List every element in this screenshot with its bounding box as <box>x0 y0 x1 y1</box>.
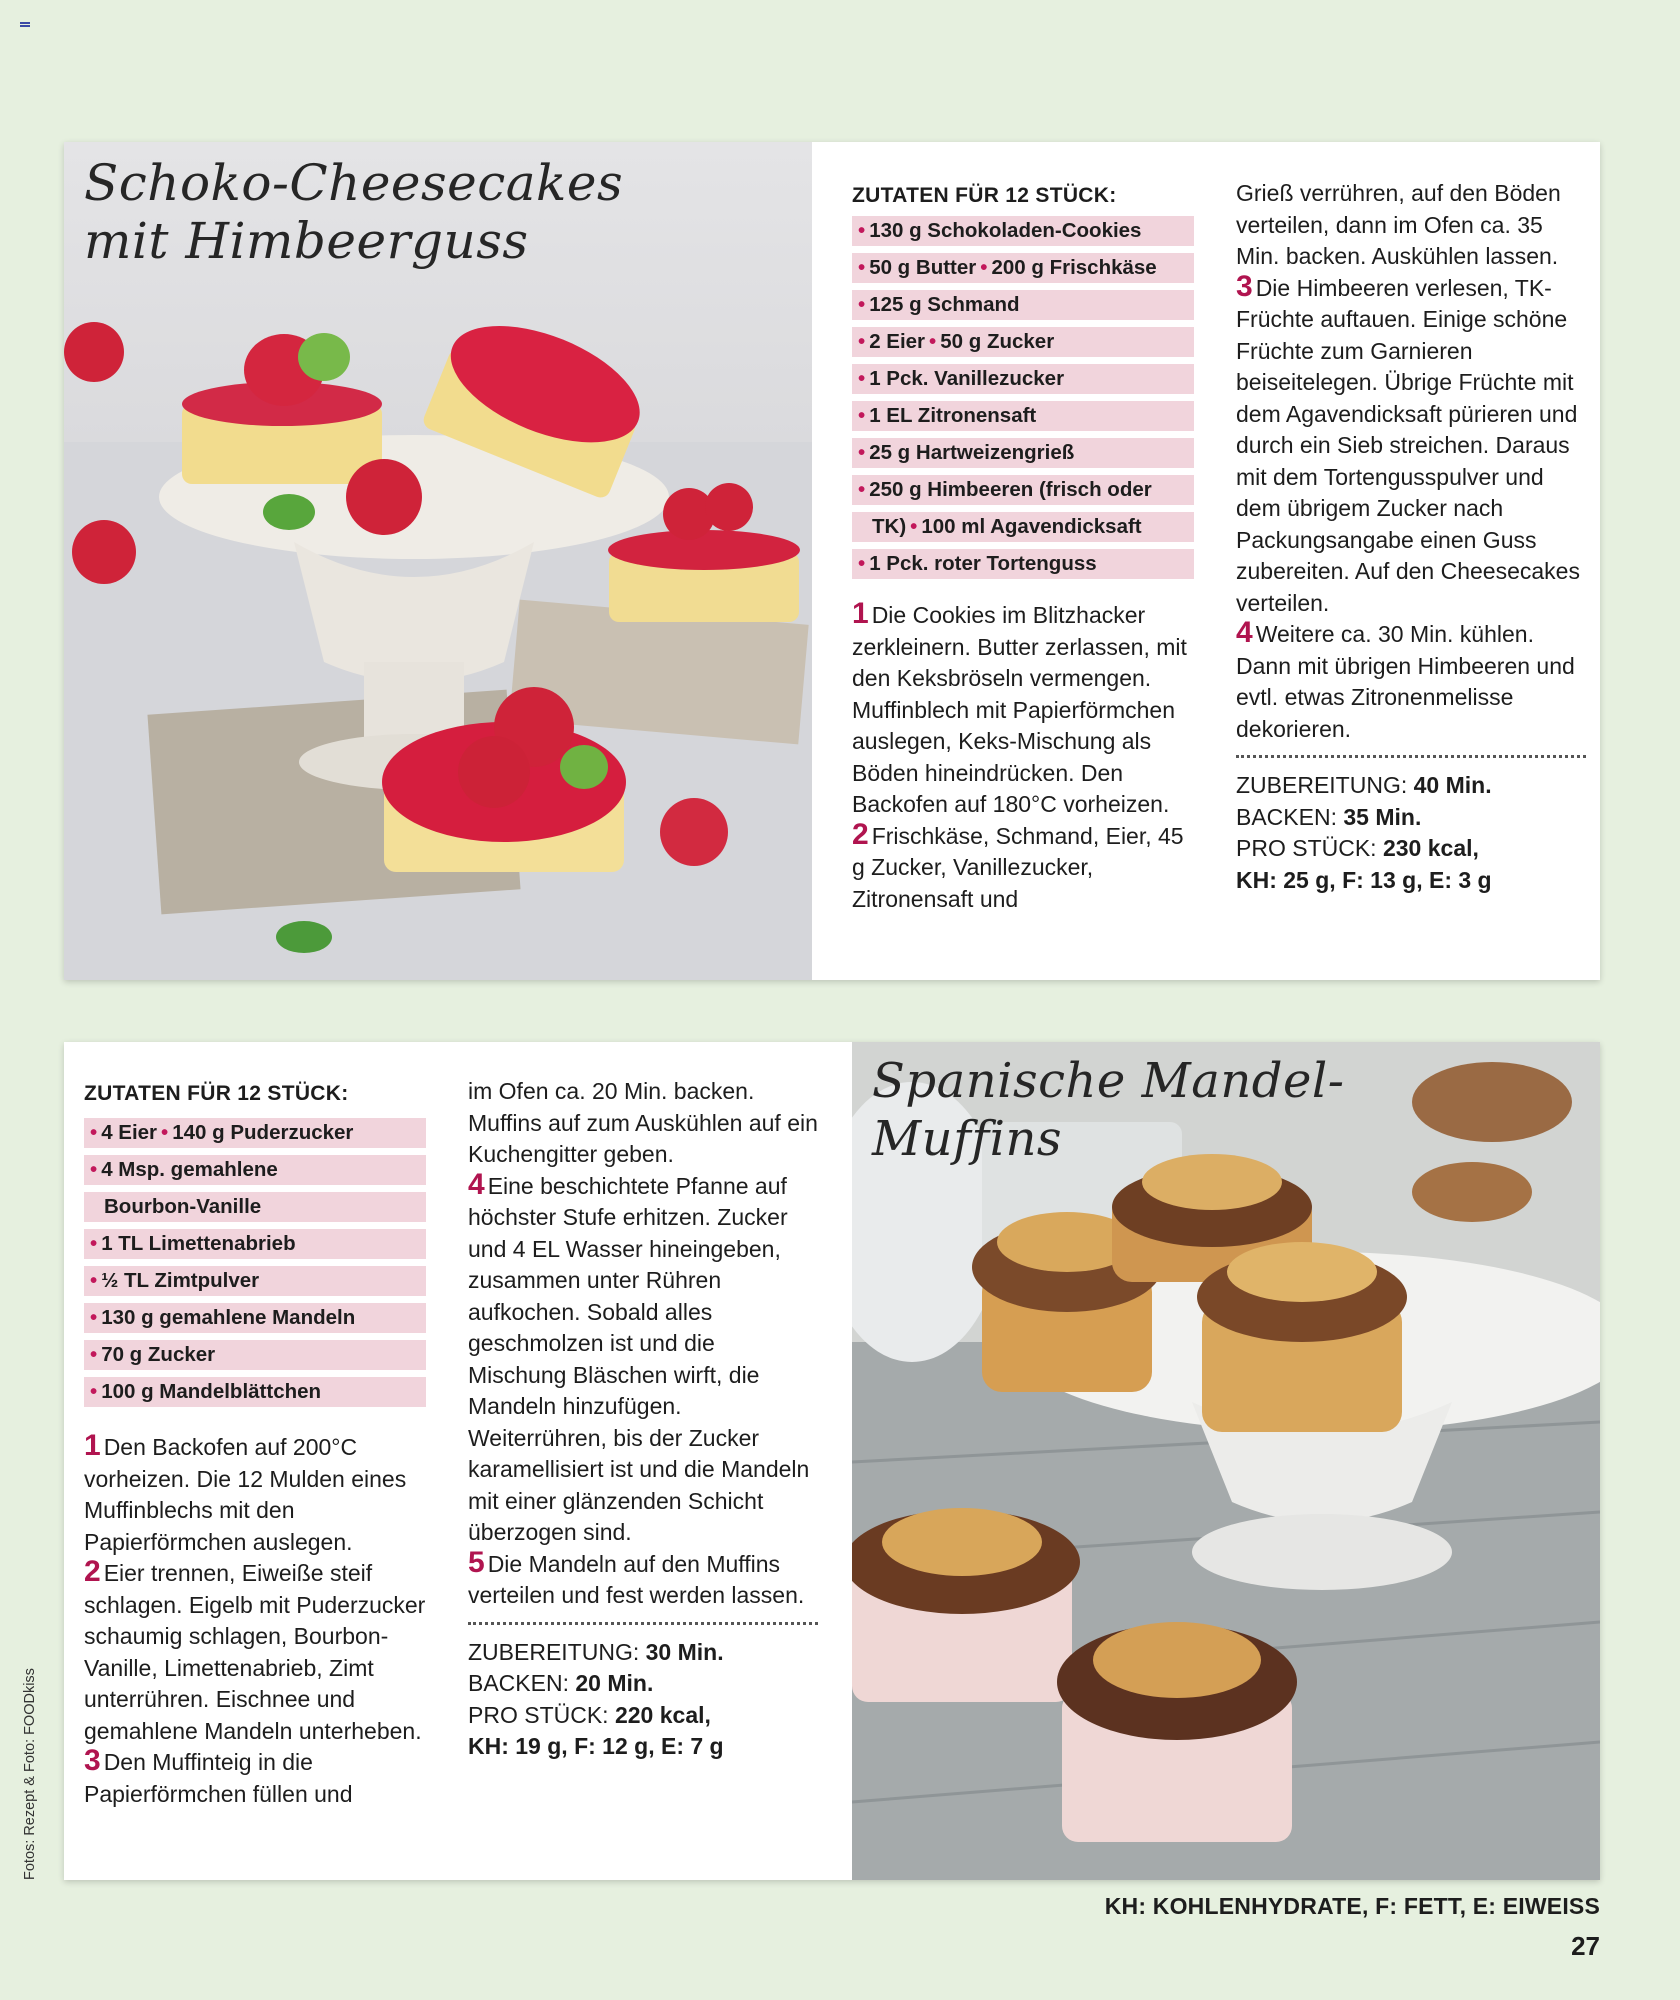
bullet-dot: • <box>90 1158 98 1181</box>
ingredient-item: • 1 Pck. Vanillezucker <box>852 364 1194 394</box>
bullet-dot: • <box>858 404 866 427</box>
instructions-column-1 <box>84 1429 434 1810</box>
instructions-column-1 <box>852 597 1194 915</box>
ingredient-item: • ½ TL Zimtpulver <box>84 1266 426 1296</box>
step-continued: im Ofen ca. 20 Min. backen. Muffins auf zum Auskühlen auf ein Kuchengitter geben. <box>468 1078 818 1167</box>
step: 4 Weitere ca. 30 Min. kühlen. Dann mit übrigen Himbeeren und evtl. etwas Zitronenmelisse dekorieren. <box>1236 616 1575 742</box>
ingredient-item: • 4 Msp. gemahlene <box>84 1155 426 1185</box>
ingredient-item: • 250 g Himbeeren (frisch oder <box>852 475 1194 505</box>
instructions-column-2 <box>1236 178 1586 896</box>
bullet-dot: • <box>858 478 866 501</box>
ingredient-item: Bourbon-Vanille <box>84 1192 426 1222</box>
ingredients-heading: ZUTATEN FÜR 12 STÜCK: <box>852 184 1117 207</box>
instructions-column-2 <box>468 1076 818 1763</box>
step: 5 Die Mandeln auf den Muffins verteilen und fest werden lassen. <box>468 1545 805 1608</box>
ingredient-item: • 25 g Hartweizengrieß <box>852 438 1194 468</box>
ingredients-list <box>84 1118 426 1414</box>
bullet-dot: • <box>90 1269 98 1292</box>
ingredient-item: • 1 TL Limettenabrieb <box>84 1229 426 1259</box>
recipe-title: Schoko-Cheesecakes mit Himbeerguss <box>84 154 624 270</box>
cheesecakes-photo <box>64 142 812 980</box>
nutrition-legend: KH: KOHLENHYDRATE, F: FETT, E: EIWEISS <box>1104 1893 1600 1919</box>
ingredient-item: • 130 g gemahlene Mandeln <box>84 1303 426 1333</box>
ingredient-item: • 50 g Butter • 200 g Frischkäse <box>852 253 1194 283</box>
ingredients-list <box>852 216 1194 586</box>
bullet-dot: • <box>980 256 988 279</box>
page-number: 27 <box>1571 1931 1600 1961</box>
ingredient-item: • 70 g Zucker <box>84 1340 426 1370</box>
ingredient-item: • 130 g Schokoladen-Cookies <box>852 216 1194 246</box>
step: 1 Die Cookies im Blitzhacker zerkleinern. Butter zerlassen, mit den Keksbröseln vermengen. Muffinblech mit Papierförmchen auslegen, Keks-Mischung als Böden hineindrücken. Den Backofen auf 180°C vorheizen. <box>852 597 1187 817</box>
step: 1 Den Backofen auf 200°C vorheizen. Die 12 Mulden eines Muffinblechs mit den Papierförmchen auslegen. <box>84 1429 407 1555</box>
bullet-dot: • <box>858 256 866 279</box>
bullet-dot: • <box>161 1121 169 1144</box>
ingredients-heading: ZUTATEN FÜR 12 STÜCK: <box>84 1082 349 1105</box>
bullet-dot: • <box>90 1121 98 1144</box>
bullet-dot: • <box>858 330 866 353</box>
recipe-card-cheesecakes <box>64 142 1600 980</box>
recipe-card-muffins <box>64 1042 1600 1880</box>
corner-mark <box>20 22 30 28</box>
recipe-title: Spanische Mandel-Muffins <box>872 1053 1345 1167</box>
bullet-dot: • <box>90 1232 98 1255</box>
ingredient-item: • 2 Eier • 50 g Zucker <box>852 327 1194 357</box>
step: 3 Die Himbeeren verlesen, TK-Früchte auftauen. Einige schöne Früchte zum Garnieren beiseitelegen. Übrige Früchte mit dem Agavendicksaft pürieren und durch ein Sieb streichen. Daraus mit dem Tortengusspulver und dem übrigem Zucker nach Packungsangabe einen Guss zubereiten. Auf den Cheesecakes verteilen. <box>1236 269 1580 616</box>
step: 2 Frischkäse, Schmand, Eier, 45 g Zucker, Vanillezucker, Zitronensaft und <box>852 817 1184 912</box>
bullet-dot: • <box>858 441 866 464</box>
step: 4 Eine beschichtete Pfanne auf höchster Stufe erhitzen. Zucker und 4 EL Wasser hineingeben, zusammen unter Rühren aufkochen. Sobald alles geschmolzen ist und die Mischung Bläschen wirft, die Mandeln hinzufügen. Weiterrühren, bis der Zucker karamellisiert ist und die Mandeln mit einer glänzenden Schicht überzogen sind. <box>468 1167 810 1545</box>
bullet-dot: • <box>858 552 866 575</box>
bullet-dot: • <box>90 1343 98 1366</box>
ingredient-item: • 125 g Schmand <box>852 290 1194 320</box>
dotted-divider <box>468 1622 818 1625</box>
bullet-dot: • <box>858 219 866 242</box>
dotted-divider <box>1236 755 1586 758</box>
muffins-photo <box>852 1042 1600 1880</box>
ingredient-item: TK) • 100 ml Agavendicksaft <box>852 512 1194 542</box>
bullet-dot: • <box>90 1380 98 1403</box>
photo-credit: Fotos: Rezept & Foto: FOODkiss <box>22 1668 38 1880</box>
bullet-dot: • <box>910 515 918 538</box>
recipe-meta: ZUBEREITUNG: 40 Min. BACKEN: 35 Min. PRO STÜCK: 230 kcal, KH: 25 g, F: 13 g, E: 3 g <box>1236 772 1492 893</box>
bullet-dot: • <box>90 1306 98 1329</box>
bullet-dot: • <box>858 367 866 390</box>
bullet-dot: • <box>929 330 937 353</box>
ingredient-item: • 100 g Mandelblättchen <box>84 1377 426 1407</box>
bullet-dot: • <box>858 293 866 316</box>
recipe-meta: ZUBEREITUNG: 30 Min. BACKEN: 20 Min. PRO STÜCK: 220 kcal, KH: 19 g, F: 12 g, E: 7 g <box>468 1638 724 1759</box>
step: 2 Eier trennen, Eiweiße steif schlagen. Eigelb mit Puderzucker schaumig schlagen, Bourbon-Vanille, Limettenabrieb, Zimt unterrühren. Eischnee und gemahlene Mandeln unterheben. <box>84 1555 426 1744</box>
ingredient-item: • 1 EL Zitronensaft <box>852 401 1194 431</box>
ingredient-item: • 4 Eier • 140 g Puderzucker <box>84 1118 426 1148</box>
ingredient-item: • 1 Pck. roter Tortenguss <box>852 549 1194 579</box>
step-continued: Grieß verrühren, auf den Böden verteilen, dann im Ofen ca. 35 Min. backen. Auskühlen lassen. <box>1236 180 1561 269</box>
step: 3 Den Muffinteig in die Papierförmchen füllen und <box>84 1744 353 1807</box>
